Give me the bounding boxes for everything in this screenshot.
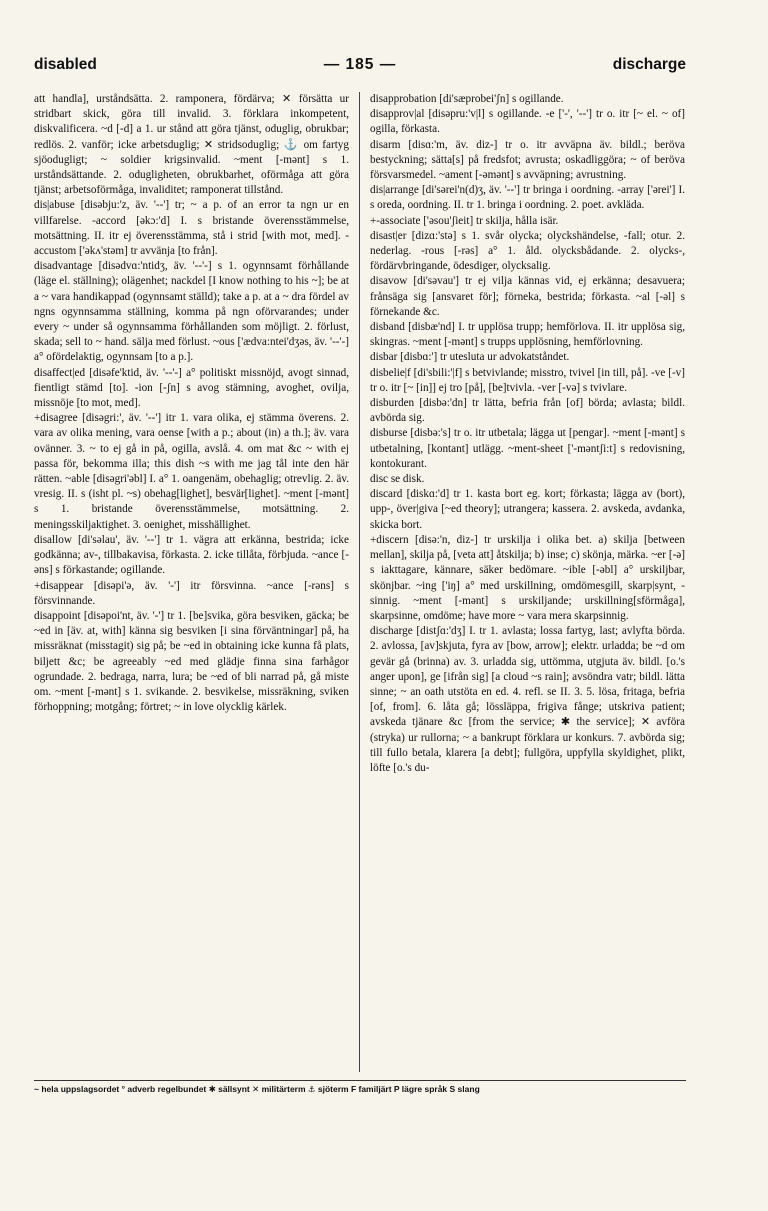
entry: disc se disk. bbox=[370, 473, 425, 486]
entry: disadvantage [disǝdvɑ:'ntidʒ, äv. '--'-] s 1. ogynnsamt förhållande (läge el. ställning); olägenhet; nackdel [I know nothing to his ~]; be at a ~ vara handikappad (ogynnsamt ställd); take a p. at a ~ dra fördel av ngns ogynnsamma ställning, komma på ngn oförvarandes; under every ~ under så ogynnsamma förhållanden som möjligt. 2. förlust, skada; sell to ~ hand. sälja med förlust. ~ous ['ædva:ntei'dʒǝs, äv. '--'-] a° ofördelaktig, ogynnsam [to a p.]. bbox=[34, 260, 349, 364]
entry: disburden [disbǝ:'dn] tr lätta, befria från [of] börda; avlasta; bildl. avbörda sig. bbox=[370, 397, 685, 425]
left-guide-word: disabled bbox=[34, 56, 97, 73]
entry: disapprov|al [disǝpru:'v|l] s ogillande. -e ['-', '--'] tr o. itr [~ el. ~ of] ogilla, förkasta. bbox=[370, 108, 685, 136]
entry: discard [diskɑ:'d] tr 1. kasta bort eg. kort; förkasta; lägga av (bort), upp-, över|giva [~ed theory]; utrangera; kassera. 2. avskeda, avdanka, skicka bort. bbox=[370, 488, 685, 531]
entry: att handla], urståndsätta. 2. ramponera, fördärva; ✕ försätta ur stridbart skick, göra till invalid. 3. förklara inkompetent, diskvalificera. ~d [-d] a 1. ur stånd att göra tjänst, oduglig, obrukbar; redlös. 2. vanför; icke arbetsduglig; ✕ stridsoduglig; ⚓ om fartyg sjöodugligt; ~ soldier krigsinvalid. ~ment [-mənt] s 1. urståndsättande. 2. odugligheten, obrukbarhet, oförmåga att göra tjänst; arbetsoförmåga, invaliditet; ramponerat tillstånd. bbox=[34, 93, 349, 197]
right-column bbox=[370, 92, 685, 1072]
left-column bbox=[34, 92, 349, 1072]
entry: disarm [disɑ:'m, äv. diz-] tr o. itr avväpna äv. bildl.; beröva bestyckning; sätta[s] på fredsfot; avrusta; oskadliggöra; ~ of beröva försvarsmedel. ~ament [-ǝmǝnt] s avväpning; avrustning. bbox=[370, 138, 685, 182]
entry: disapprobation [di'sæprobei'ʃn] s ogillande. bbox=[370, 93, 564, 105]
entry: disavow [di'sǝvau'] tr ej vilja kännas vid, ej erkänna; desavuera; frånsäga sig [ansvaret för]; förneka, bestrida; förkasta. ~al [-ǝl] s förnekande &c. bbox=[370, 275, 685, 318]
entry: disappoint [disǝpoi'nt, äv. '-'] tr 1. [be]svika, göra besviken, gäcka; be ~ed in [äv. at, with] känna sig besviken [i sina förväntningar] på, ha missräknat (misstagit) sig på; be ~ed in obtaining icke kunna få plats, biljett &c; be agreeably ~ed med glädje finna sina farhågor ogrundade. 2. bedraga, narra, lura; be ~ed of bli narrad på, gå miste om. ~ment [-mǝnt] s 1. svikande. 2. besvikelse, missräkning, sviken förhoppning; motgång; förtret; ~ in love olycklig kärlek. bbox=[34, 609, 349, 714]
entry: +disappear [disǝpi'ǝ, äv. '-'] itr försvinna. ~ance [-rǝns] s försvinnande. bbox=[34, 579, 349, 607]
entry: disaffect|ed [disǝfe'ktid, äv. '--'-] a° politiskt missnöjd, avogt sinnad, fientligt stämd [to]. -ion [-ʃn] s avog stämning, avoghet, ovilja, missnöje [to mot, med]. bbox=[34, 366, 349, 410]
abbreviation-legend: ~ hela uppslagsordet ° adverb regelbundet ✱ sällsynt ✕ militärterm ⚓ sjöterm F familjärt P lägre språk S slang bbox=[34, 1084, 480, 1094]
entry: dis|abuse [disǝbju:'z, äv. '--'] tr; ~ a p. of an error ta ngn ur en villfarelse. -accord [ǝkɔ:'d] I. s bristande överensstämmelse, motsättning. II. itr ej överensstämma, stå i strid [with mot, med]. -accustom ['ǝkʌ'stǝm] tr avvänja [to från]. bbox=[34, 199, 349, 258]
entry: dis|arrange [di'sǝrei'n(d)ʒ, äv. '--'] tr bringa i oordning. -array ['ǝrei'] I. s oreda, oordning. II. tr 1. bringa i oordning. 2. poet. avkläda. bbox=[370, 184, 685, 212]
footer-rule bbox=[34, 1080, 686, 1081]
page-number: — 185 — bbox=[323, 56, 397, 73]
entry: +disagree [disǝgri:', äv. '--'] itr 1. vara olika, ej stämma överens. 2. vara av olika mening, vara oense [with a p.; about (in) a th.]; äv. vara ovänner. 3. ~ to ej gå in på, ogilla, avslå. 4. om mat &c ~ with ej passa för, bekomma illa; this dish ~s with me jag tål inte den här rätten. ~able [disǝgri'ǝbl] I. a° 1. oangenäm, obehaglig; otrevlig. 2. äv. vresig. II. s (isht pl. ~s) obehag[lighet], besvär[lighet]. ~ment [-mǝnt] s 1. bristande överensstämmelse, motsättning. 2. meningsskiljaktighet. 3. oenighet, misshällighet. bbox=[34, 412, 349, 531]
entry: +-associate ['ǝsou'ʃieit] tr skilja, hålla isär. bbox=[370, 214, 559, 227]
entry: disallow [di'sǝlau', äv. '--'] tr 1. vägra att erkänna, bestrida; icke godkänna; av-, tillbakavisa, förkasta. 2. icke tillåta, förbjuda. ~ance [-ǝns] s förkastande; ogillande. bbox=[34, 533, 349, 577]
entry: disast|er [dizɑ:'stǝ] s 1. svår olycka; olyckshändelse, -fall; otur. 2. nederlag. -rous [-rǝs] a° 1. åld. olycksbådande. 2. olycks-, fördärvbringande, ödesdiger, olycksalig. bbox=[370, 229, 685, 273]
entry: +discern [disǝ:'n, diz-] tr urskilja i olika bet. a) skilja [between mellan], skilja på, [veta att] åtskilja; b) inse; c) skönja, märka. ~er [-ǝ] s iakttagare, kännare, säker bedömare. ~ible [-ǝbl] a° urskiljbar, skönjbar. ~ing ['iŋ] a° med urskillning, omdömesgill, skarp|synt, -sinnig. ~ment [-mǝnt] s urskiljande; urskillning[sförmåga], skarpsinne, omdöme; have more ~ vara mera skarpsinnig. bbox=[370, 533, 685, 622]
entry: discharge [distʃɑ:'dʒ] I. tr 1. avlasta; lossa fartyg, last; avlyfta börda. 2. avlossa, [av]skjuta, fyra av [bow, arrow]; elektr. urladda; be ~d om gevär gå (brinna) av. 3. urladda sig, uttömma, utgjuta äv. bildl. [o.'s anger upon], ge [ifrån sig] [a cloud ~s rain]; avsöndra vatr; bildl. lätta sinne; ~ an oath utstöta en ed. 4. refl. se II. 3. 5. lösa, fritaga, befria [of, from]. 6. låta gå; lössläppa, frigiva fånge; utskriva patient; avskeda tjänare &c [from the service; ✱ the service]; ✕ avföra (stryka) ur rullorna; ~ a bankrupt förklara ur konkurs. 7. avbörda sig; till fullo betala, klarera [a debt]; fullgöra, uppfylla skyldighet, plikt, löfte [o.'s du- bbox=[370, 625, 685, 774]
column-divider bbox=[359, 92, 360, 1072]
page-header bbox=[34, 52, 686, 80]
entry: disburse [disbǝ:'s] tr o. itr utbetala; lägga ut [pengar]. ~ment [-mǝnt] s utbetalning, [kontant] utlägg. ~ment-sheet ['-mǝntʃi:t] s redovisning, kontokurant. bbox=[370, 427, 685, 470]
entry: disbar [disbɑ:'] tr utesluta ur advokatståndet. bbox=[370, 351, 570, 364]
right-guide-word: discharge bbox=[612, 56, 686, 73]
entry: disbelie|f [di'sbili:'|f] s betvivlande; misstro, tvivel [in till, på]. -ve [-v] tr o. itr [~ [in]] ej tro [på], [be]tvivla. -ver [-vǝ] s tvivlare. bbox=[370, 366, 685, 394]
entry: disband [disbæ'nd] I. tr upplösa trupp; hemförlova. II. itr upplösa sig, skingras. ~ment [-mǝnt] s trupps upplösning, hemförlovning. bbox=[370, 321, 685, 349]
